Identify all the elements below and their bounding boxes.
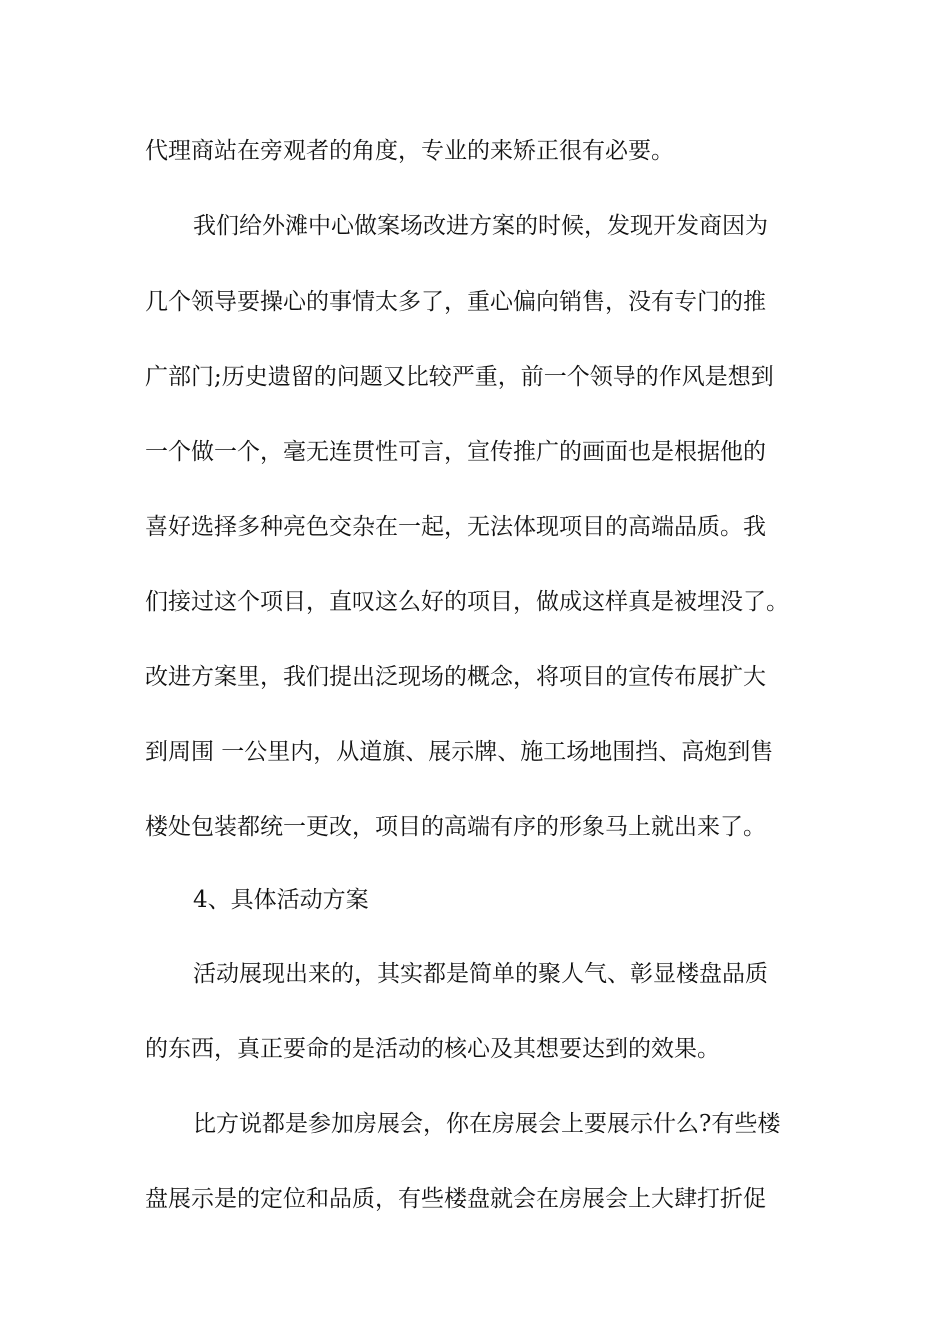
text-line: 活动展现出来的，其实都是简单的聚人气、彰显楼盘品质 xyxy=(193,961,768,987)
text-line: 比方说都是参加房展会，你在房展会上要展示什么?有些楼 xyxy=(193,1111,781,1137)
text-line: 改进方案里，我们提出泛现场的概念，将项目的宣传布展扩大 xyxy=(145,664,766,690)
text-line: 喜好选择多种亮色交杂在一起，无法体现项目的高端品质。我 xyxy=(145,514,766,540)
text-line: 一个做一个，毫无连贯性可言，宣传推广的画面也是根据他的 xyxy=(145,439,766,465)
text-line: 我们给外滩中心做案场改进方案的时候，发现开发商因为 xyxy=(193,213,768,239)
text-line: 盘展示是的定位和品质，有些楼盘就会在房展会上大肆打折促 xyxy=(145,1186,766,1212)
text-line: 代理商站在旁观者的角度，专业的来矫正很有必要。 xyxy=(145,138,674,164)
section-heading: 4、具体活动方案 xyxy=(193,887,369,913)
text-line: 到周围 一公里内，从道旗、展示牌、施工场地围挡、高炮到售 xyxy=(145,739,774,765)
text-line: 楼处包装都统一更改，项目的高端有序的形象马上就出来了。 xyxy=(145,814,766,840)
text-line: 们接过这个项目，直叹这么好的项目，做成这样真是被埋没了。 xyxy=(145,589,789,615)
text-line: 广部门;历史遗留的问题又比较严重，前一个领导的作风是想到 xyxy=(145,364,774,390)
text-line: 几个领导要操心的事情太多了，重心偏向销售，没有专门的推 xyxy=(145,289,766,315)
text-line: 的东西，真正要命的是活动的核心及其想要达到的效果。 xyxy=(145,1036,720,1062)
